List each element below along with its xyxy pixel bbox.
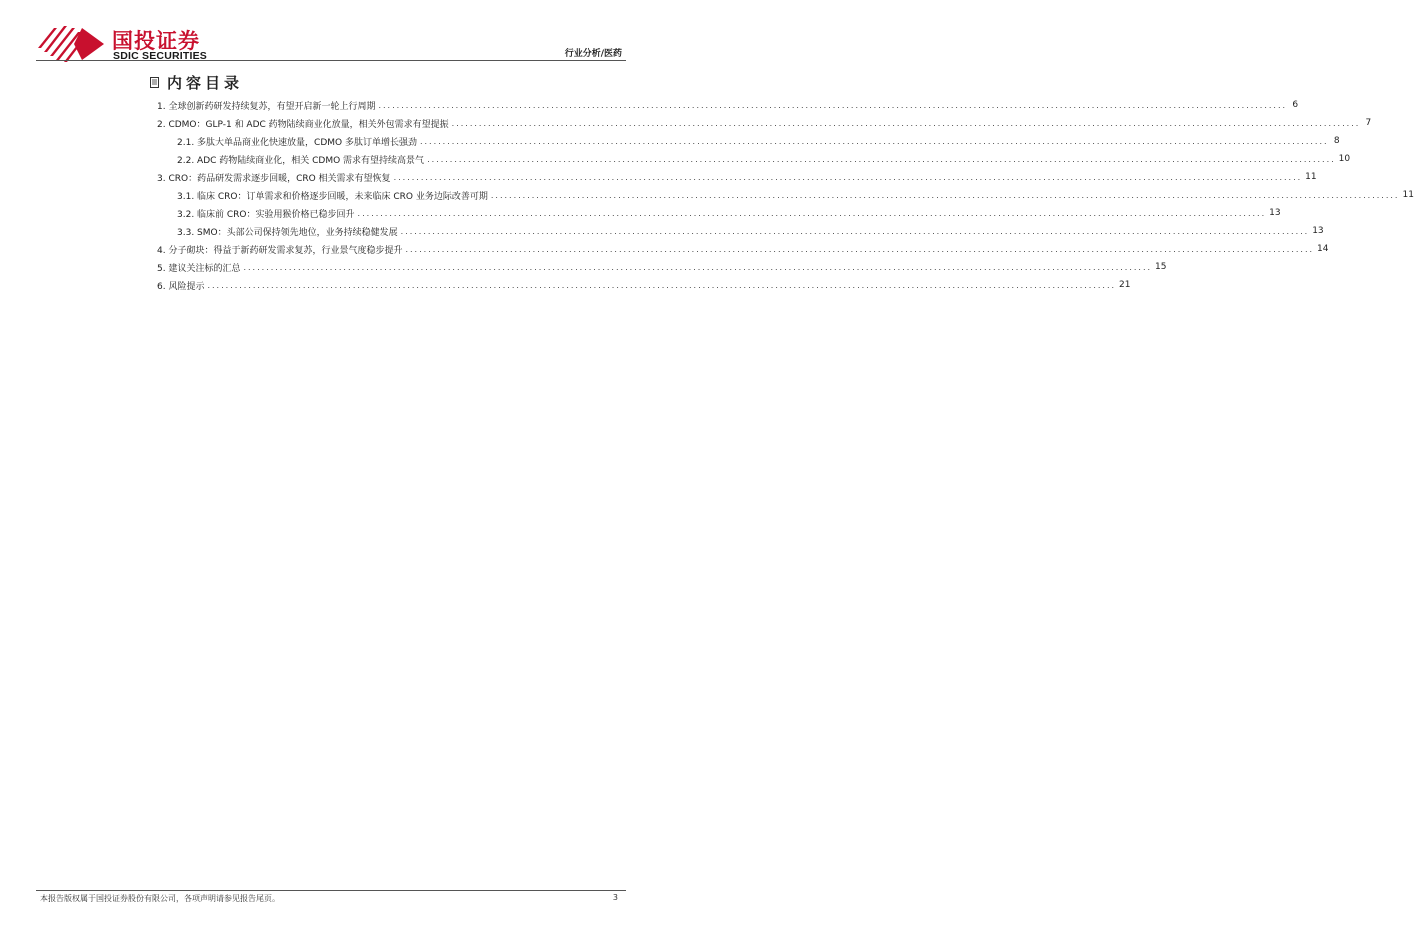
toc-entry-3-1[interactable] xyxy=(157,186,1414,204)
toc-entry-label: 4. 分子砌块：得益于新药研发需求复苏，行业景气度稳步提升 xyxy=(157,245,403,256)
toc-entry-3[interactable] xyxy=(157,168,1317,186)
toc-entry-4[interactable] xyxy=(157,240,1329,258)
toc-entry-label: 1. 全球创新药研发持续复苏，有望开启新一轮上行周期 xyxy=(157,101,376,112)
toc-entry-page: 15 xyxy=(1155,262,1167,272)
dot-leader: ........................................................................................................................................................................................................ xyxy=(400,226,1310,236)
logo-chinese-text: 国投证券 xyxy=(112,29,200,53)
toc-entry-3-2[interactable] xyxy=(157,204,1281,222)
toc-entry-5[interactable] xyxy=(157,258,1167,276)
header-divider xyxy=(36,60,626,61)
dot-leader: ........................................................................................................................................................................................................ xyxy=(393,172,1303,182)
logo-english-text: SDIC SECURITIES xyxy=(113,50,208,62)
toc-entry-page: 14 xyxy=(1317,244,1329,254)
toc-heading xyxy=(150,72,243,92)
toc-entry-2[interactable] xyxy=(157,114,1372,132)
dot-leader: ........................................................................................................................................................................................................ xyxy=(405,244,1315,254)
table-of-contents xyxy=(157,96,1414,294)
toc-entry-label: 3.1. 临床 CRO：订单需求和价格逐步回暖，未来临床 CRO 业务边际改善可期 xyxy=(177,191,488,202)
toc-entry-page: 11 xyxy=(1305,172,1317,182)
dot-leader: ........................................................................................................................................................................................................ xyxy=(490,190,1400,200)
toc-entry-label: 2. CDMO：GLP-1 和 ADC 药物陆续商业化放量，相关外包需求有望提振 xyxy=(157,119,449,130)
toc-entry-6[interactable] xyxy=(157,276,1131,294)
toc-entry-1[interactable] xyxy=(157,96,1299,114)
toc-entry-label: 2.2. ADC 药物陆续商业化，相关 CDMO 需求有望持续高景气 xyxy=(177,155,425,166)
toc-entry-label: 6. 风险提示 xyxy=(157,281,205,292)
toc-entry-page: 6 xyxy=(1292,100,1299,110)
toc-entry-page: 11 xyxy=(1402,190,1414,200)
toc-entry-page: 21 xyxy=(1119,280,1131,290)
document-icon xyxy=(150,77,159,88)
toc-entry-2-2[interactable] xyxy=(157,150,1351,168)
toc-entry-page: 7 xyxy=(1365,118,1372,128)
dot-leader: ........................................................................................................................................................................................................ xyxy=(207,280,1117,290)
dot-leader: ........................................................................................................................................................................................................ xyxy=(243,262,1153,272)
page-number: 3 xyxy=(612,893,618,902)
toc-entry-page: 13 xyxy=(1269,208,1281,218)
dot-leader: ........................................................................................................................................................................................................ xyxy=(427,154,1336,164)
toc-entry-label: 5. 建议关注标的汇总 xyxy=(157,263,241,274)
toc-entry-3-3[interactable] xyxy=(157,222,1324,240)
report-category-tag: 行业分析/医药 xyxy=(564,49,622,59)
dot-leader: ........................................................................................................................................................................................................ xyxy=(378,100,1288,110)
toc-entry-label: 3.2. 临床前 CRO：实验用猴价格已稳步回升 xyxy=(177,209,355,220)
toc-entry-page: 10 xyxy=(1338,154,1351,164)
footer-disclaimer: 本报告版权属于国投证券股份有限公司，各项声明请参见报告尾页。 xyxy=(40,894,280,903)
dot-leader: ........................................................................................................................................................................................................ xyxy=(451,118,1361,128)
toc-entry-label: 3.3. SMO：头部公司保持领先地位，业务持续稳健发展 xyxy=(177,227,398,238)
toc-entry-page: 8 xyxy=(1333,136,1340,146)
toc-entry-label: 3. CRO：药品研发需求逐步回暖，CRO 相关需求有望恢复 xyxy=(157,173,391,184)
footer-divider xyxy=(36,890,626,891)
toc-title: 内容目录 xyxy=(167,73,244,92)
dot-leader: ........................................................................................................................................................................................................ xyxy=(419,136,1329,146)
toc-entry-2-1[interactable] xyxy=(157,132,1340,150)
dot-leader: ........................................................................................................................................................................................................ xyxy=(357,208,1267,218)
toc-entry-page: 13 xyxy=(1312,226,1324,236)
toc-entry-label: 2.1. 多肽大单品商业化快速放量，CDMO 多肽订单增长强劲 xyxy=(177,137,417,148)
